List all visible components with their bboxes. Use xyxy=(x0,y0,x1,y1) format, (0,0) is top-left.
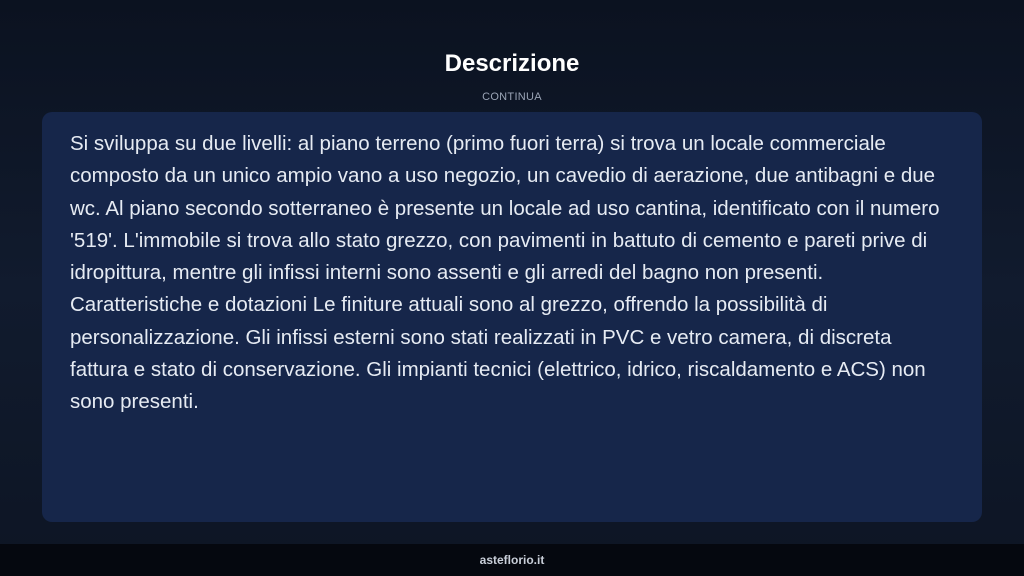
footer-bar xyxy=(0,544,1024,576)
description-text: Si sviluppa su due livelli: al piano terreno (primo fuori terra) si trova un locale commerciale composto da un unico ampio vano a uso negozio, un cavedio di aerazione, due antibagni e due wc. Al piano secondo sotterraneo è presente un locale ad uso cantina, identificato con il numero '519'. L'immobile si trova allo stato grezzo, con pavimenti in battuto di cemento e pareti prive di idropittura, mentre gli infissi interni sono assenti e gli arredi del bagno non presenti. Caratteristiche e dotazioni Le finiture attuali sono al grezzo, offrendo la possibilità di personalizzazione. Gli infissi esterni sono stati realizzati in PVC e vetro camera, di discreta fattura e stato di conservazione. Gli impianti tecnici (elettrico, idrico, riscaldamento e ACS) non sono presenti. xyxy=(70,132,940,414)
page-title: Descrizione xyxy=(444,50,580,77)
continue-label: CONTINUA xyxy=(482,91,542,103)
brand-label: asteflorio.it xyxy=(479,553,545,567)
description-card xyxy=(42,112,982,522)
